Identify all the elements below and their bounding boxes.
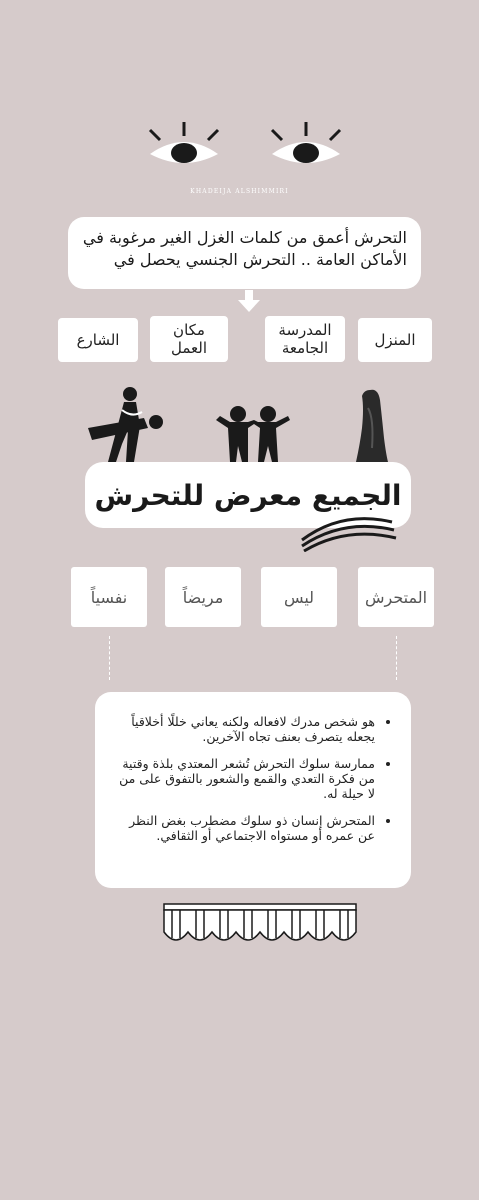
children-icon <box>214 404 292 462</box>
wave-lines-icon <box>292 500 402 552</box>
lifting-figures-icon <box>86 384 166 464</box>
facts-list <box>115 714 391 843</box>
place-workplace <box>150 316 228 362</box>
place-label: المدرسة الجامعة <box>278 321 332 357</box>
word-label: مريضاً <box>182 587 224 607</box>
author-signature: KHADEIJA ALSHIMMIRI <box>190 188 289 195</box>
dashed-connector-right <box>396 636 397 680</box>
fact-item: • المتحرش إنسان ذو سلوك مضطرب بغض النظر عن عمره أو مستواه الاجتماعي أو الثقافي. <box>115 813 375 843</box>
striped-awning-icon <box>160 902 360 950</box>
word-label: نفسياً <box>90 587 128 607</box>
word-mentally <box>71 567 147 627</box>
place-street <box>58 318 138 362</box>
eye-icon-left-viewer <box>268 120 344 172</box>
word-is-not <box>261 567 337 627</box>
eye-icon-right-viewer <box>146 120 222 172</box>
place-label: الشارع <box>76 331 120 349</box>
covered-woman-icon <box>354 388 388 462</box>
intro-text: التحرش أعمق من كلمات الغزل الغير مرغوبة في الأماكن العامة .. التحرش الجنسي يحصل في <box>82 228 407 269</box>
intro-card <box>68 217 421 289</box>
fact-item: • ممارسة سلوك التحرش تُشعر المعتدي بلذة وقتية من فكرة التعدي والقمع والشعور بالتفوق على من لا حيلة له. <box>115 756 375 801</box>
place-school-university <box>265 316 345 362</box>
place-label: مكان العمل <box>170 321 207 357</box>
word-label: ليس <box>283 587 315 607</box>
arrow-down-icon <box>237 290 261 314</box>
word-sick <box>165 567 241 627</box>
dashed-connector-left <box>109 636 110 680</box>
fact-item: • هو شخص مدرك لافعاله ولكنه يعاني خللًا أخلاقياً يجعله يتصرف بعنف تجاه الآخرين. <box>115 714 375 744</box>
place-home <box>358 318 432 362</box>
facts-card <box>95 692 411 888</box>
place-label: المنزل <box>374 331 416 349</box>
word-label: المتحرش <box>364 587 428 607</box>
word-harasser <box>358 567 434 627</box>
headline-text: الجميع معرض للتحرش <box>94 478 402 512</box>
